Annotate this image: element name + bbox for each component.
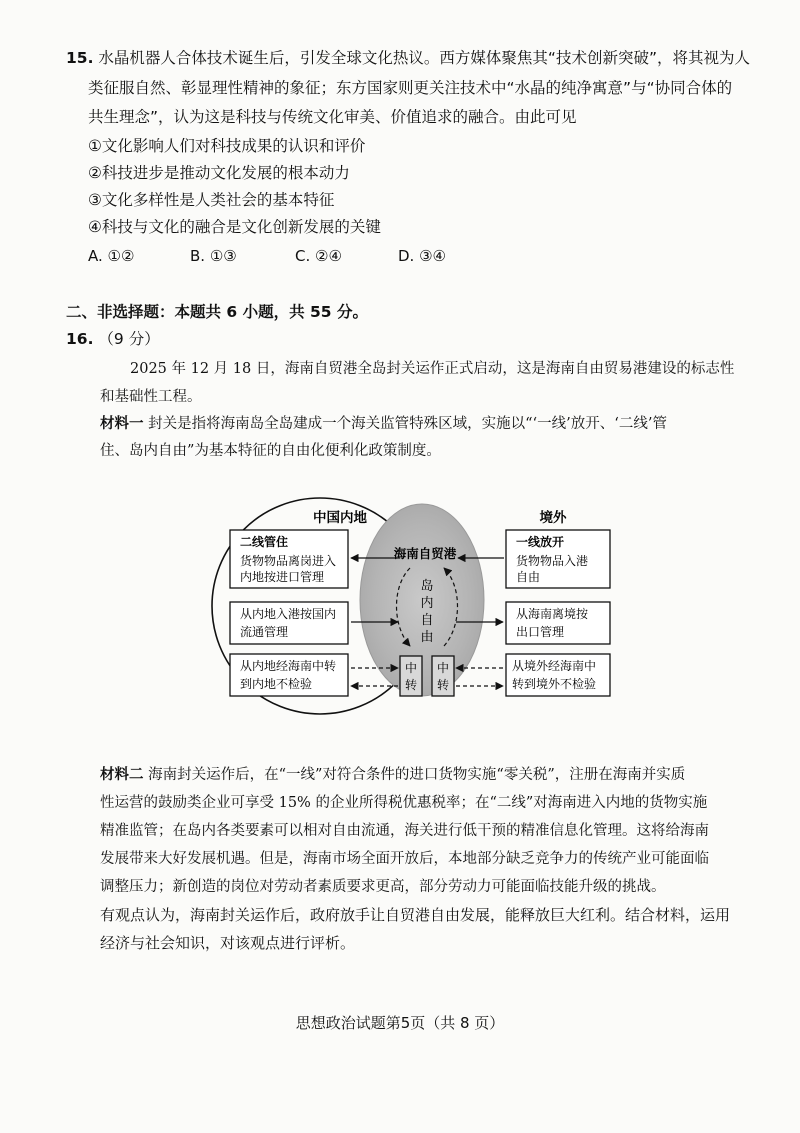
center-char: 自 — [420, 613, 434, 628]
q16-intro-line: 2025 年 12 月 18 日，海南自贸港全岛封关运作正式启动，这是海南自由贸易港建设的标志性 — [130, 361, 735, 377]
q15-option-d: D. ③④ — [398, 247, 446, 265]
q15-statement: ③文化多样性是人类社会的基本特征 — [88, 191, 335, 209]
q16-task-line: 经济与社会知识，对该观点进行评析。 — [100, 934, 356, 952]
q16-header — [66, 326, 160, 352]
left-box-text: 流通管理 — [240, 625, 289, 639]
q16-task-line: 有观点认为，海南封关运作后，政府放手让自贸港自由发展，能释放巨大红利。结合材料，运用 — [100, 906, 731, 924]
right-box-text: 从海南离境按 — [516, 607, 589, 621]
q16-score: （9 分） — [98, 330, 160, 348]
center-char: 内 — [420, 596, 434, 611]
q15-option-a: A. ①② — [88, 247, 135, 265]
right-box-text: 自由 — [516, 570, 541, 584]
transfer-char: 中 — [436, 661, 450, 675]
q15-stem-line: 类征服自然、彰显理性精神的象征；东方国家则更关注技术中“水晶的纯净寓意”与“协同合体的 — [88, 79, 733, 97]
material2-label: 材料二 — [100, 766, 144, 783]
hainan-port-label: 海南自贸港 — [393, 546, 457, 561]
q16-number: 16. — [66, 330, 94, 348]
region-abroad-label: 境外 — [539, 510, 567, 526]
left-box-text: 到内地不检验 — [240, 677, 313, 691]
q15-statement: ②科技进步是推动文化发展的根本动力 — [88, 164, 350, 182]
q16-intro-line: 和基础性工程。 — [100, 389, 202, 405]
left-box-text: 从内地入港按国内 — [240, 607, 337, 621]
transfer-char: 转 — [436, 678, 450, 692]
transfer-char: 转 — [404, 678, 418, 692]
material2-text: 调整压力；新创造的岗位对劳动者素质要求更高，部分劳动力可能面临技能升级的挑战。 — [100, 879, 666, 895]
center-char: 岛 — [420, 579, 434, 594]
section-title: 二、非选择题：本题共 6 小题，共 55 分。 — [66, 303, 368, 321]
material1-text: 封关是指将海南岛全岛建成一个海关监管特殊区域，实施以“‘一线’放开、‘二线’管 — [148, 416, 667, 432]
right-box-title: 一线放开 — [516, 535, 565, 549]
q15-stem-line: 水晶机器人合体技术诞生后，引发全球文化热议。西方媒体聚焦其“技术创新突破”，将其视为人 — [98, 49, 750, 67]
right-box-text: 从境外经海南中 — [512, 659, 597, 673]
page-footer: 思想政治试题第5页（共 8 页） — [295, 1014, 505, 1032]
q15-statement: ①文化影响人们对科技成果的认识和评价 — [88, 137, 366, 155]
material1-line-1 — [100, 411, 667, 437]
q15-line-1 — [66, 45, 750, 71]
q15-number: 15. — [66, 49, 94, 67]
right-box-text: 转到境外不检验 — [512, 677, 597, 691]
q15-stem-line: 共生理念”，认为这是科技与传统文化审美、价值追求的融合。由此可见 — [88, 108, 577, 126]
region-mainland-label: 中国内地 — [313, 510, 367, 526]
right-box-text: 货物物品入港 — [516, 554, 589, 568]
left-box-text: 内地按进口管理 — [240, 570, 325, 584]
material1-text: 住、岛内自由”为基本特征的自由化便利化政策制度。 — [100, 443, 441, 459]
q15-option-b: B. ①③ — [190, 247, 237, 265]
center-char: 由 — [420, 630, 434, 645]
right-box-text: 出口管理 — [516, 625, 565, 639]
material2-line-1 — [100, 762, 685, 788]
transfer-char: 中 — [404, 661, 418, 675]
material2-text: 发展带来大好发展机遇。但是，海南市场全面开放后，本地部分缺乏竞争力的传统产业可能面临 — [100, 851, 709, 867]
q15-statement: ④科技与文化的融合是文化创新发展的关键 — [88, 218, 381, 236]
hainan-customs-diagram — [0, 490, 800, 730]
left-box-text: 从内地经海南中转 — [240, 659, 337, 673]
material2-text: 精准监管；在岛内各类要素可以相对自由流通，海关进行低干预的精准信息化管理。这将给海南 — [100, 823, 709, 839]
left-box-text: 货物物品离岗进入 — [240, 554, 337, 568]
material1-label: 材料一 — [100, 415, 144, 432]
material2-text: 海南封关运作后，在“一线”对符合条件的进口货物实施“零关税”，注册在海南并实质 — [148, 767, 686, 783]
material2-text: 性运营的鼓励类企业可享受 15% 的企业所得税优惠税率；在“二线”对海南进入内地的货物实施 — [100, 795, 708, 811]
q15-option-c: C. ②④ — [295, 247, 342, 265]
left-box-title: 二线管住 — [240, 535, 289, 549]
